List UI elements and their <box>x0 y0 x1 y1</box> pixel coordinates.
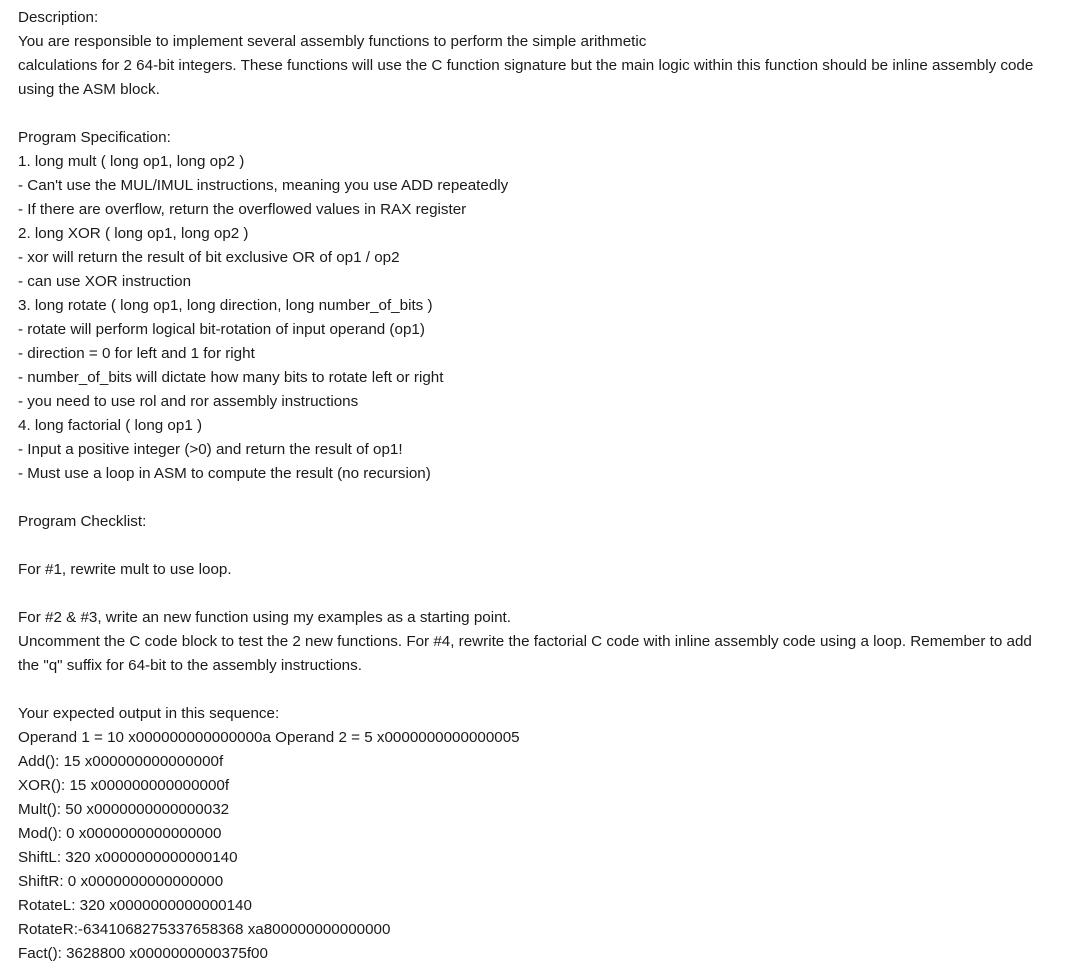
description-line: You are responsible to implement several assembly functions to perform the simple arithmetic <box>18 33 647 50</box>
specification-line: - can use XOR instruction <box>18 273 192 290</box>
specification-line: - If there are overflow, return the overflowed values in RAX register <box>18 201 467 218</box>
description-heading: Description: <box>18 9 99 26</box>
assignment-document <box>18 6 1089 966</box>
expected-output-line: Mod(): 0 x0000000000000000 <box>18 825 222 842</box>
specification-line: - you need to use rol and ror assembly instructions <box>18 393 359 410</box>
checklist-item-2-line: For #2 & #3, write an new function using my examples as a starting point. <box>18 609 512 626</box>
specification-line: - Input a positive integer (>0) and return the result of op1! <box>18 441 403 458</box>
paragraph-gap <box>18 534 1089 558</box>
specification-line: - xor will return the result of bit exclusive OR of op1 / op2 <box>18 249 400 266</box>
expected-output-line: XOR(): 15 x000000000000000f <box>18 777 230 794</box>
expected-output-line: ShiftR: 0 x0000000000000000 <box>18 873 224 890</box>
specification-line: - rotate will perform logical bit-rotation of input operand (op1) <box>18 321 425 338</box>
expected-output-line: RotateR:-6341068275337658368 xa800000000000000 <box>18 921 391 938</box>
specification-line: 4. long factorial ( long op1 ) <box>18 417 203 434</box>
expected-output-line: Fact(): 3628800 x0000000000375f00 <box>18 945 268 962</box>
checklist-item-1: For #1, rewrite mult to use loop. <box>18 561 232 578</box>
specification-line: 3. long rotate ( long op1, long direction, long number_of_bits ) <box>18 297 433 314</box>
expected-output-line: Operand 1 = 10 x000000000000000a Operand 2 = 5 x0000000000000005 <box>18 729 520 746</box>
paragraph-gap <box>18 678 1089 702</box>
expected-output-line: Add(): 15 x000000000000000f <box>18 753 224 770</box>
description-line: calculations for 2 64-bit integers. These functions will use the C function signature but the main logic within this function should be inline assembly code <box>18 57 1034 74</box>
expected-output-line: ShiftL: 320 x0000000000000140 <box>18 849 238 866</box>
expected-output-line: Mult(): 50 x0000000000000032 <box>18 801 230 818</box>
specification-line: 2. long XOR ( long op1, long op2 ) <box>18 225 249 242</box>
checklist-heading: Program Checklist: <box>18 513 147 530</box>
checklist-item-2-line: Uncomment the C code block to test the 2 new functions. For #4, rewrite the factorial C code with inline assembly code using a loop. Remember to add <box>18 633 1032 650</box>
checklist-item-2-line: the "q" suffix for 64-bit to the assembly instructions. <box>18 657 362 674</box>
expected-output-heading: Your expected output in this sequence: <box>18 705 280 722</box>
paragraph-gap <box>18 486 1089 510</box>
description-line: using the ASM block. <box>18 81 160 98</box>
paragraph-gap <box>18 102 1089 126</box>
expected-output-line: RotateL: 320 x0000000000000140 <box>18 897 252 914</box>
specification-line: 1. long mult ( long op1, long op2 ) <box>18 153 245 170</box>
specification-line: - direction = 0 for left and 1 for right <box>18 345 255 362</box>
specification-heading: Program Specification: <box>18 129 171 146</box>
specification-line: - Can't use the MUL/IMUL instructions, meaning you use ADD repeatedly <box>18 177 509 194</box>
specification-line: - Must use a loop in ASM to compute the result (no recursion) <box>18 465 431 482</box>
specification-line: - number_of_bits will dictate how many bits to rotate left or right <box>18 369 444 386</box>
paragraph-gap <box>18 582 1089 606</box>
